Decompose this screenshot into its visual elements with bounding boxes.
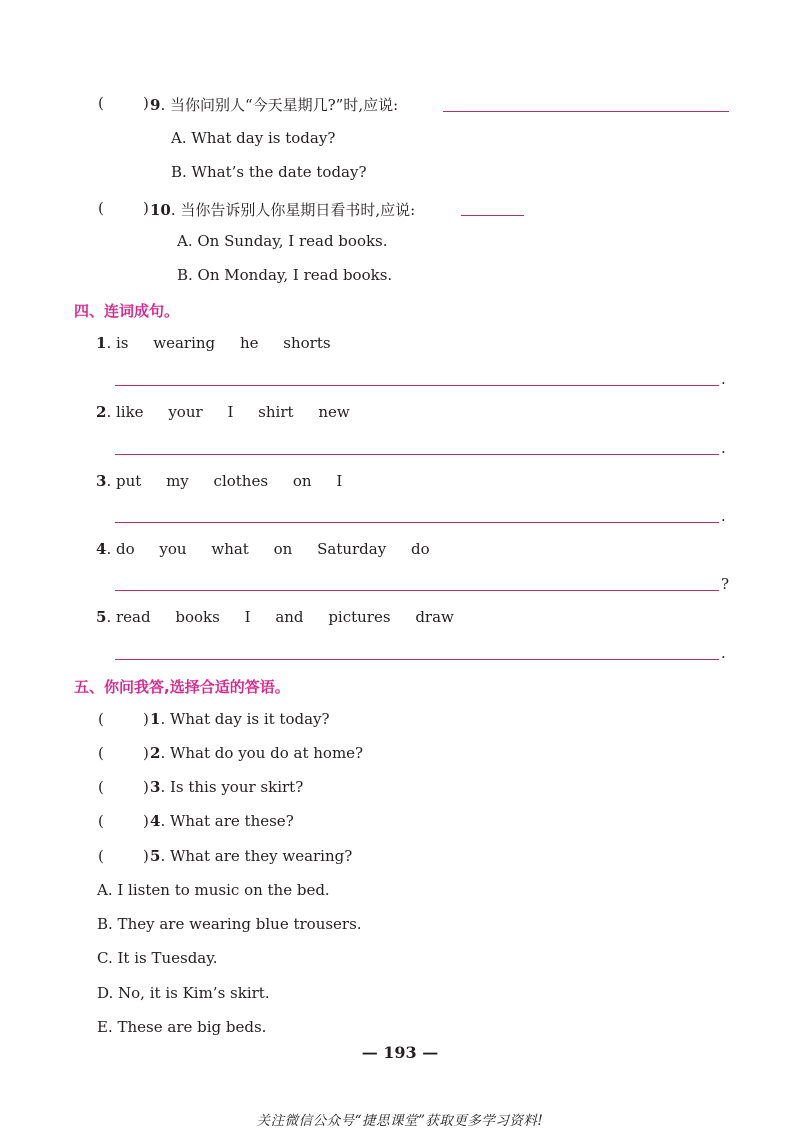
question-text: . What day is it today?: [160, 710, 330, 728]
option-a: A. On Sunday, I read books.: [177, 232, 388, 250]
question-text: . What are they wearing?: [160, 847, 353, 865]
item-number: 2: [96, 403, 107, 421]
answer-paren-close: ): [143, 710, 149, 728]
question-text: . What are these?: [160, 812, 294, 830]
answer-paren-close: ): [143, 847, 149, 865]
word: read: [115, 608, 151, 626]
answer-paren-close: ): [143, 778, 149, 796]
end-mark: .: [721, 370, 726, 388]
word: draw: [415, 608, 454, 626]
answer-paren-open: (: [98, 199, 104, 217]
scramble-item-2: 2. like your I shirt new: [96, 403, 350, 421]
item-number: 3: [96, 472, 107, 490]
option-b: B. On Monday, I read books.: [177, 266, 393, 284]
word: Saturday: [317, 540, 387, 558]
end-mark: .: [721, 644, 726, 662]
item-number: 4: [96, 540, 107, 558]
answer-paren-close: ): [143, 199, 149, 217]
word: pictures: [328, 608, 391, 626]
word: I: [336, 472, 343, 490]
answer-paren-open: (: [98, 744, 104, 762]
word: is: [115, 334, 129, 352]
question-number: 4: [150, 812, 161, 830]
question-4: [150, 812, 294, 830]
item-number: 5: [96, 608, 107, 626]
question-number: 5: [150, 847, 161, 865]
question-9: [150, 94, 398, 115]
answer-line[interactable]: [115, 385, 719, 386]
word: and: [275, 608, 304, 626]
option-a: A. What day is today?: [171, 129, 336, 147]
scramble-item-5: 5. read books I and pictures draw: [96, 608, 454, 626]
question-stem: . 当你告诉别人你星期日看书时,应说:: [170, 201, 416, 219]
word: new: [318, 403, 350, 421]
word: books: [175, 608, 220, 626]
section-heading: 四、连词成句。: [74, 302, 180, 320]
word: shorts: [283, 334, 331, 352]
question-number: 3: [150, 778, 161, 796]
option-b: B. What’s the date today?: [171, 163, 367, 181]
word: shirt: [258, 403, 294, 421]
question-10: [150, 199, 415, 220]
item-number: 1: [96, 334, 107, 352]
end-mark: .: [721, 507, 726, 525]
answer-line[interactable]: [115, 522, 719, 523]
question-number: 10: [150, 201, 171, 219]
question-number: 2: [150, 744, 161, 762]
question-1: [150, 710, 330, 728]
answer-option-e: E. These are big beds.: [97, 1018, 267, 1036]
question-3: [150, 778, 303, 796]
word: I: [244, 608, 251, 626]
section-heading: 五、你问我答,选择合适的答语。: [74, 678, 290, 696]
word: your: [168, 403, 203, 421]
answer-line[interactable]: [115, 659, 719, 660]
question-number: 1: [150, 710, 161, 728]
word: like: [115, 403, 144, 421]
word: clothes: [213, 472, 269, 490]
answer-paren-open: (: [98, 812, 104, 830]
word: I: [227, 403, 234, 421]
word: my: [166, 472, 189, 490]
question-text: . Is this your skirt?: [160, 778, 304, 796]
scramble-item-3: 3. put my clothes on I: [96, 472, 343, 490]
end-mark: ?: [721, 575, 730, 593]
scramble-item-4: 4. do you what on Saturday do: [96, 540, 430, 558]
answer-paren-open: (: [98, 94, 104, 112]
word: put: [115, 472, 142, 490]
answer-paren-open: (: [98, 778, 104, 796]
answer-paren-close: ): [143, 812, 149, 830]
answer-line[interactable]: [461, 215, 524, 216]
question-number: 9: [150, 96, 161, 114]
answer-line[interactable]: [443, 111, 729, 112]
word: you: [159, 540, 187, 558]
question-text: . What do you do at home?: [160, 744, 364, 762]
answer-option-c: C. It is Tuesday.: [97, 949, 218, 967]
question-2: [150, 744, 363, 762]
answer-option-b: B. They are wearing blue trousers.: [97, 915, 362, 933]
word: do: [411, 540, 430, 558]
answer-paren-open: (: [98, 710, 104, 728]
word: he: [239, 334, 259, 352]
question-5: [150, 847, 352, 865]
page-number: — 193 —: [361, 1043, 439, 1062]
question-stem: . 当你问别人“今天星期几?”时,应说:: [160, 96, 399, 114]
word: do: [115, 540, 135, 558]
answer-paren-open: (: [98, 847, 104, 865]
word: what: [211, 540, 249, 558]
word: on: [273, 540, 293, 558]
scramble-item-1: 1. is wearing he shorts: [96, 334, 331, 352]
end-mark: .: [721, 439, 726, 457]
answer-paren-close: ): [143, 744, 149, 762]
answer-line[interactable]: [115, 590, 719, 591]
answer-paren-close: ): [143, 94, 149, 112]
answer-option-a: A. I listen to music on the bed.: [97, 881, 330, 899]
answer-line[interactable]: [115, 454, 719, 455]
word: on: [292, 472, 312, 490]
footer-note: 关注微信公众号“捷思课堂”获取更多学习资料!: [256, 1113, 544, 1129]
answer-option-d: D. No, it is Kim’s skirt.: [97, 984, 270, 1002]
word: wearing: [153, 334, 216, 352]
